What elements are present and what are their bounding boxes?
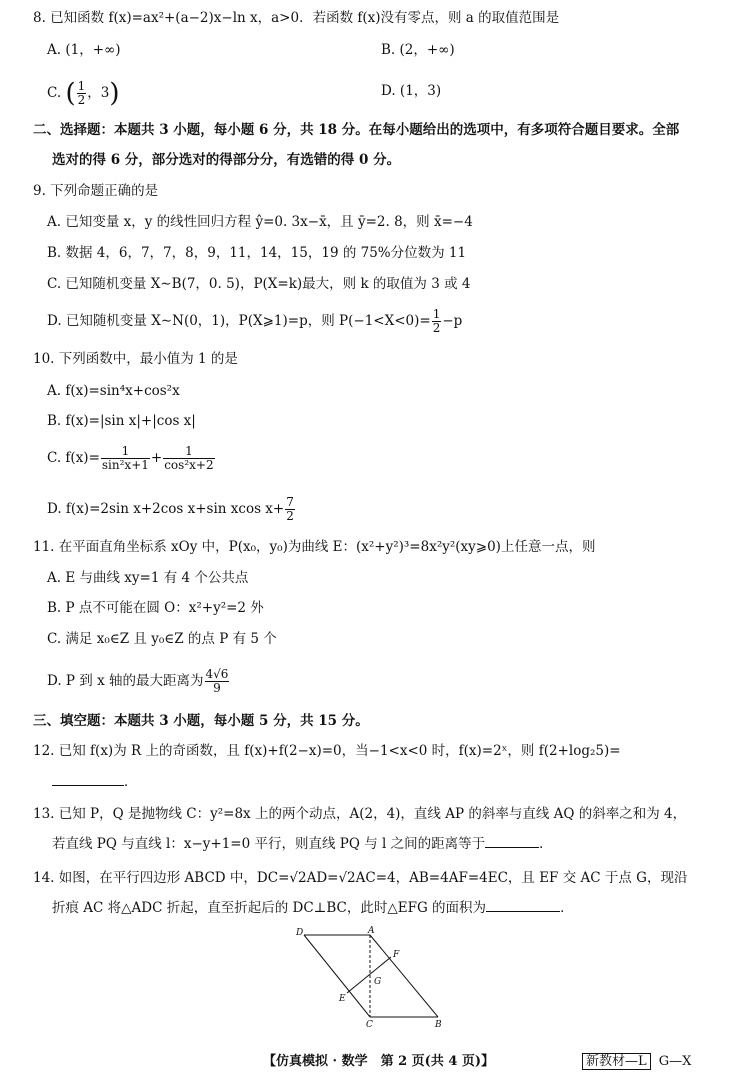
- q9-option-d-fraction: $\frac{1}{2}$: [432, 307, 441, 335]
- label-d: D: [296, 928, 304, 938]
- q11-option-b: B. P 点不可能在圆 O：x²+y²=2 外: [47, 600, 264, 616]
- q9-option-d-prefix: D. 已知随机变量 X∼N(0，1)，P(X⩾1)=p，则 P(−1<X<0)=: [47, 313, 431, 329]
- label-a: A: [368, 926, 375, 936]
- segment-cd: [304, 935, 370, 1017]
- q10-stem: 10. 下列函数中，最小值为 1 的是: [33, 351, 238, 367]
- q14-line1: 14. 如图，在平行四边形 ABCD 中，DC=√2AD=√2AC=4，AB=4AF=4EC，且 EF 交 AC 于点 G，现沿: [33, 870, 688, 886]
- label-e: E: [339, 994, 346, 1004]
- q10-option-d-fraction: $\frac{7}{2}$: [286, 495, 294, 523]
- q14-answer-blank[interactable]: [486, 899, 560, 912]
- q10-option-c-fraction1: $\frac{1}{\text{sin²x+1}}$: [101, 444, 149, 472]
- q8-option-c-prefix: C.: [47, 85, 62, 101]
- q12-line2: [52, 773, 138, 791]
- q13-line2-text: 若直线 PQ 与直线 l：x−y+1=0 平行，则直线 PQ 与 l 之间的距离等于: [52, 836, 486, 852]
- q11-option-d-prefix: D. P 到 x 轴的最大距离为: [47, 673, 204, 689]
- q13-answer-blank[interactable]: [485, 835, 539, 848]
- q10-option-a: A. f(x)=sin⁴x+cos²x: [47, 383, 180, 399]
- label-b: B: [435, 1020, 442, 1030]
- q8-option-b: B. (2，+∞): [381, 42, 455, 58]
- q14-line2-suffix: ．: [560, 900, 574, 916]
- q10-option-c: [47, 443, 216, 473]
- q10-option-b: B. f(x)=|sin x|+|cos x|: [47, 413, 196, 429]
- q11-option-a: A. E 与曲线 xy=1 有 4 个公共点: [47, 570, 249, 586]
- q12-answer-blank[interactable]: [52, 773, 124, 786]
- label-c: C: [366, 1020, 373, 1030]
- q11-option-d-fraction: $\frac{4√6}{9}$: [205, 667, 229, 695]
- q9-option-a: A. 已知变量 x，y 的线性回归方程 ŷ=0. 3x−x̄，且 ȳ=2. 8，则 x̄=−4: [47, 214, 473, 230]
- label-g: G: [374, 977, 382, 987]
- q8-option-c-fraction: $\frac{1}{2}$: [77, 79, 86, 107]
- paper-code: G—X: [658, 1054, 692, 1069]
- q8-option-d: D. (1，3): [381, 83, 442, 99]
- q10-option-c-prefix: C. f(x)=: [47, 450, 100, 466]
- q12-line2-suffix: ．: [124, 774, 138, 790]
- q8-stem: 8. 已知函数 f(x)=ax²+(a−2)x−ln x，a>0．若函数 f(x)没有零点，则 a 的取值范围是: [33, 10, 560, 26]
- q13-line1: 13. 已知 P，Q 是抛物线 C：y²=8x 上的两个动点，A(2，4)，直线 AP 的斜率与直线 AQ 的斜率之和为 4，: [33, 806, 687, 822]
- q10-option-c-fraction2: $\frac{1}{\text{cos²x+2}}$: [164, 444, 214, 472]
- q10-option-d: [47, 494, 296, 524]
- q11-option-d: [47, 666, 230, 696]
- q11-option-c: C. 满足 x₀∈Z 且 y₀∈Z 的点 P 有 5 个: [47, 631, 277, 647]
- edition-badge: 新教材—L: [582, 1053, 651, 1070]
- section2-heading-line2: 选对的得 6 分，部分选对的得部分分，有选错的得 0 分。: [52, 152, 401, 168]
- q9-option-b: B. 数据 4，6，7，7，8，9，11，14，15，19 的 75%分位数为 11: [47, 245, 467, 261]
- q10-option-c-plus: +: [150, 450, 163, 466]
- q13-line2: [52, 835, 553, 853]
- q12-line1: 12. 已知 f(x)为 R 上的奇函数，且 f(x)+f(2−x)=0，当−1<x<0 时，f(x)=2ˣ，则 f(2+log₂5)=: [33, 743, 621, 759]
- q9-stem: 9. 下列命题正确的是: [33, 183, 159, 199]
- q14-line2: [52, 899, 574, 917]
- q9-option-d: [47, 307, 462, 335]
- q9-option-d-suffix: −p: [442, 313, 463, 329]
- q13-line2-suffix: ．: [539, 836, 553, 852]
- q8-option-c-suffix: ，3: [87, 85, 110, 101]
- page-footer-code: [582, 1053, 691, 1071]
- section3-heading: 三、填空题：本题共 3 小题，每小题 5 分，共 15 分。: [33, 713, 369, 729]
- q11-stem: 11. 在平面直角坐标系 xOy 中，P(x₀，y₀)为曲线 E：(x²+y²)³=8x²y²(xy⩾0)上任意一点，则: [33, 539, 596, 555]
- label-f: F: [393, 950, 400, 960]
- q14-line2-text: 折痕 AC 将△ADC 折起，直至折起后的 DC⊥BC，此时△EFG 的面积为: [52, 900, 487, 916]
- q9-option-c: C. 已知随机变量 X∼B(7，0. 5)，P(X=k)最大，则 k 的取值为 3 或 4: [47, 276, 471, 292]
- parallelogram-figure: [292, 925, 452, 1030]
- segment-ab: [370, 935, 438, 1017]
- q8-option-c: C. ( $\frac{1}{2}$ ，3): [47, 78, 120, 109]
- q10-option-d-prefix: D. f(x)=2sin x+2cos x+sin xcos x+: [47, 501, 285, 517]
- q8-option-a: A. (1，+∞): [47, 42, 121, 58]
- segment-ef: [347, 957, 391, 993]
- page-footer-title: 【仿真模拟 · 数学 第 2 页(共 4 页)】: [263, 1054, 495, 1069]
- section2-heading-line1: 二、选择题：本题共 3 小题，每小题 6 分，共 18 分。在每小题给出的选项中，有多项符合题目要求。全部: [33, 122, 680, 138]
